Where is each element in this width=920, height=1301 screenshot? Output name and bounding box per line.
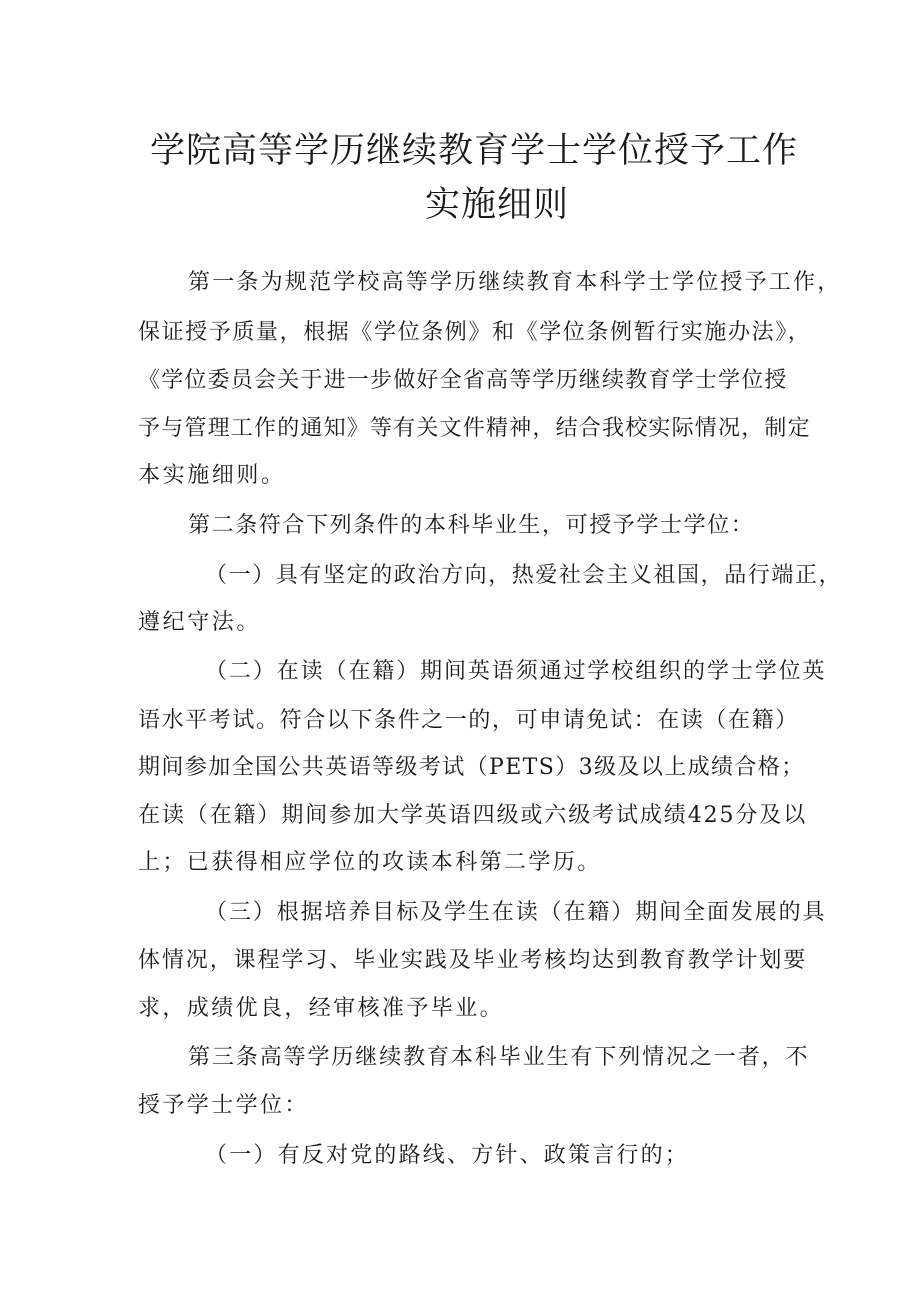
paragraph-line: 在读（在籍）期间参加大学英语四级或六级考试成绩425分及以 <box>138 803 808 828</box>
paragraph-line: 第一条为规范学校高等学历继续教育本科学士学位授予工作， <box>188 270 842 295</box>
document-title-line-2: 实施细则 <box>425 185 570 225</box>
document-title-line-1: 学院高等学历继续教育学士学位授予工作 <box>150 131 799 171</box>
paragraph-line: 期间参加全国公共英语等级考试（PETS）3级及以上成绩合格； <box>138 755 805 780</box>
paragraph-line: 授予学士学位： <box>138 1093 309 1118</box>
paragraph-line: 第二条符合下列条件的本科毕业生，可授予学士学位： <box>188 513 755 538</box>
paragraph-line: （二）在读（在籍）期间英语须通过学校组织的学士学位英 <box>205 659 827 684</box>
paragraph-line: 上；已获得相应学位的攻读本科第二学历。 <box>138 850 602 875</box>
paragraph-line: 遵纪守法。 <box>138 610 262 635</box>
paragraph-line: 求，成绩优良，经审核准予毕业。 <box>138 996 505 1021</box>
paragraph-line: （一）具有坚定的政治方向，热爱社会主义祖国，品行端正， <box>205 563 843 588</box>
paragraph-line: 《学位委员会关于进一步做好全省高等学历继续教育学士学位授 <box>138 368 788 393</box>
paragraph-line: 语水平考试。符合以下条件之一的，可申请免试：在读（在籍） <box>138 708 799 733</box>
paragraph-line: 予与管理工作的通知》等有关文件精神，结合我校实际情况，制定 <box>138 416 811 441</box>
paragraph-line: 体情况，课程学习、毕业实践及毕业考核均达到教育教学计划要 <box>138 948 808 973</box>
paragraph-line: 本实施细则。 <box>138 463 286 488</box>
paragraph-line: 保证授予质量，根据《学位条例》和《学位条例暂行实施办法》， <box>138 320 812 345</box>
paragraph-line: （三）根据培养目标及学生在读（在籍）期间全面发展的具 <box>205 900 827 925</box>
paragraph-line: （一）有反对党的路线、方针、政策言行的； <box>205 1143 690 1168</box>
paragraph-line: 第三条高等学历继续教育本科毕业生有下列情况之一者，不 <box>188 1045 810 1070</box>
